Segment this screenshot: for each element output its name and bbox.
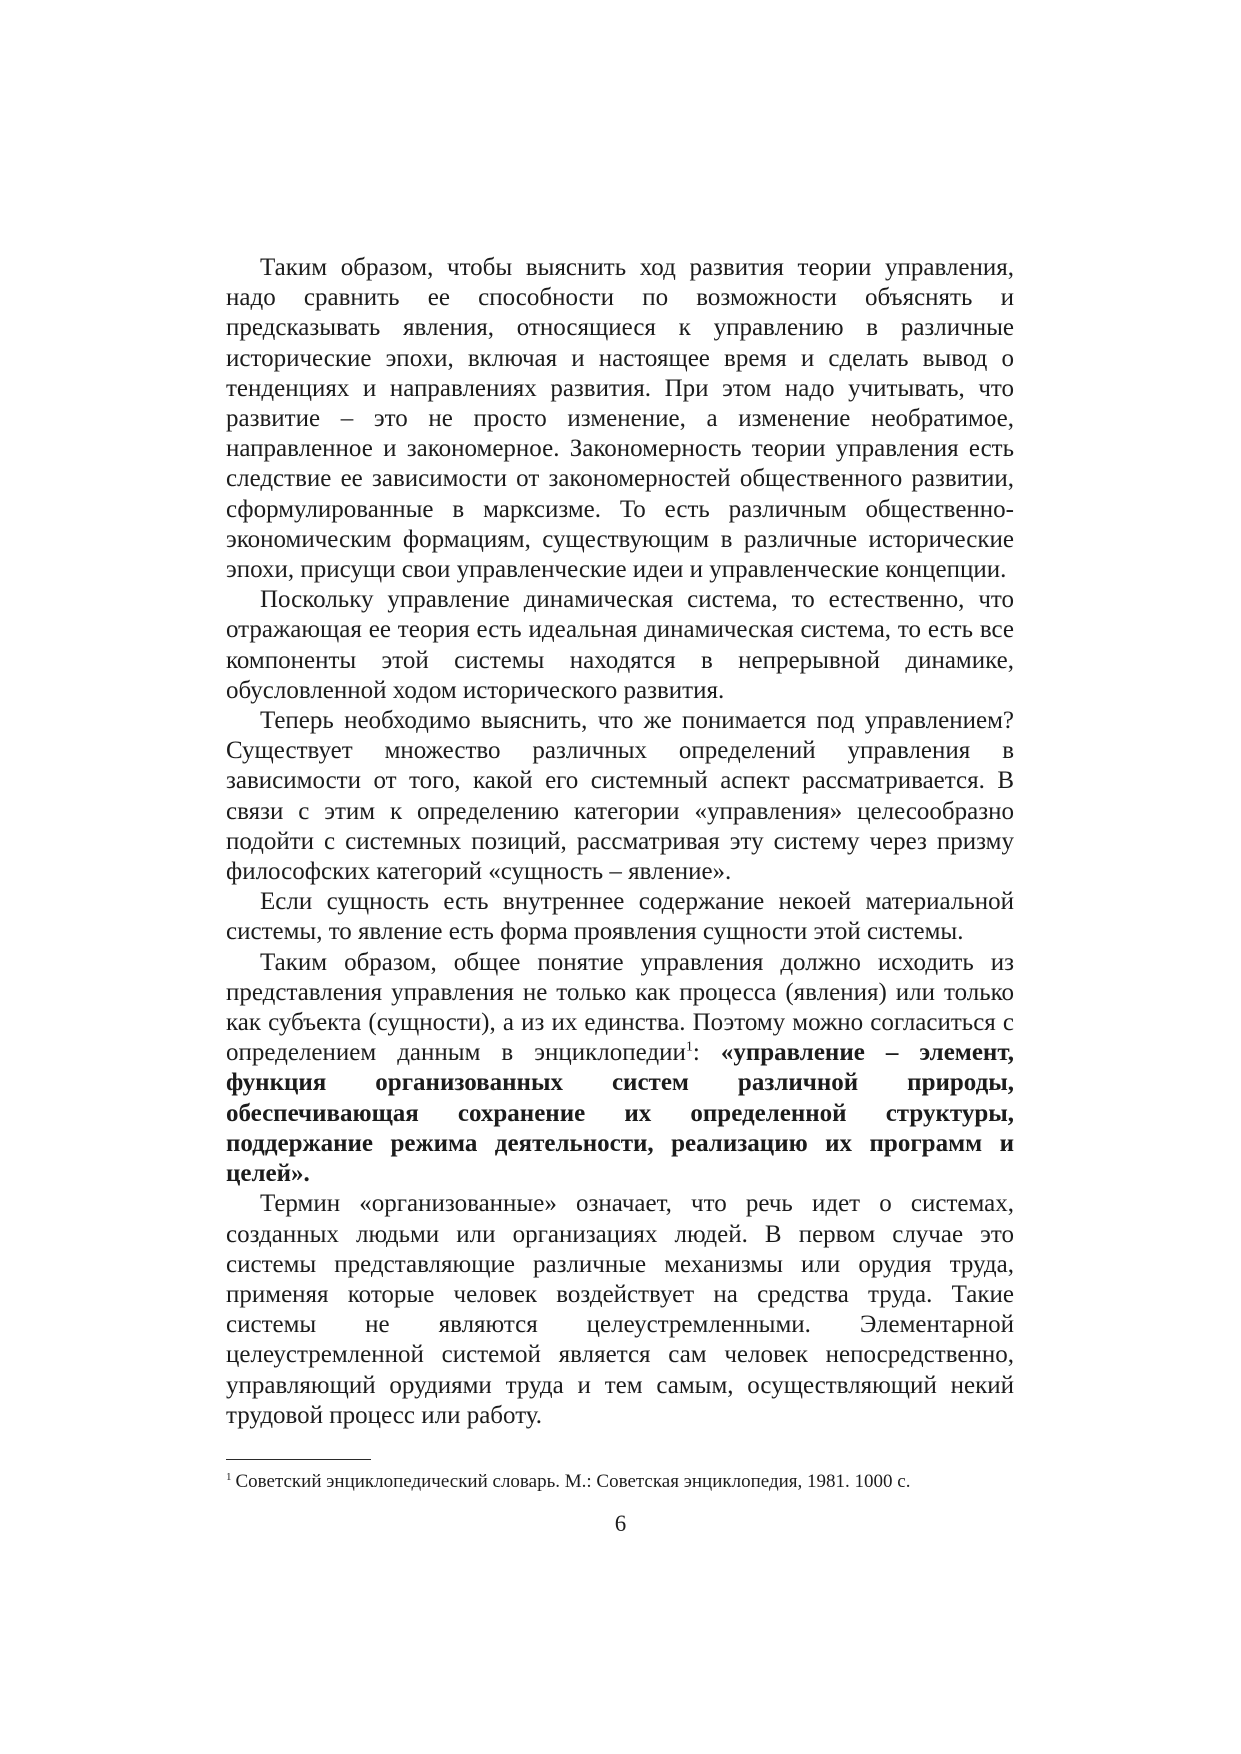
body-text bbox=[226, 253, 1014, 1431]
footnote-number: 1 bbox=[226, 1470, 232, 1483]
paragraph-organized-systems: Термин «организованные» означает, что речь идет о системах, созданных людьми или организациях людей. В первом случае это системы представляющие различные механизмы или орудия труда, применяя которые человек воздействует на средства труда. Такие системы не являются целеустремленными. Элементарной целеустремленной системой является сам человек непосредственно, управляющий орудиями труда и тем самым, осуществляющий некий трудовой процесс или работу. bbox=[226, 1190, 1014, 1429]
definition-end-period: . bbox=[303, 1160, 310, 1188]
footnote-divider bbox=[226, 1459, 371, 1460]
paragraph-definitions-of-management: Теперь необходимо выяснить, что же понимается под управлением? Существует множество различных определений управления в зависимости от того, какой его системный аспект рассматривается. В связи с этим к определению категории «управления» целесообразно подойти с системных позиций, рассматривая эту систему через призму философских категорий «сущность – явление». bbox=[226, 707, 1014, 886]
definition-quote-bold: «управление – элемент, функция организованных систем различной природы, обеспечивающая сохранение их определенной структуры, поддержание режима деятельности, реализацию их программ и целей» bbox=[226, 1039, 1014, 1188]
definition-colon: : bbox=[692, 1039, 721, 1067]
footnote bbox=[226, 1469, 1014, 1495]
paragraph-encyclopedia-definition bbox=[226, 948, 1014, 1190]
definition-intro-text: Таким образом, общее понятие управления должно исходить из представления управления не только как процесса (явления) или только как субъекта (сущности), а из их единства. Поэтому можно согласиться с определением данным в энциклопедии bbox=[226, 948, 1014, 1067]
paragraph-development-of-theory: Таким образом, чтобы выяснить ход развития теории управления, надо сравнить ее способности по возможности объяснять и предсказывать явления, относящиеся к управлению в различные исторические эпохи, включая и настоящее время и сделать вывод о тенденциях и направлениях развития. При этом надо учитывать, что развитие – это не просто изменение, а изменение необратимое, направленное и закономерное. Закономерность теории управления есть следствие ее зависимости от закономерностей общественного развитии, сформулированные в марксизме. То есть различным общественно-экономическим формациям, существующим в различные исторические эпохи, присущи свои управленческие идеи и управленческие концепции. bbox=[226, 254, 1014, 584]
paragraph-essence-phenomenon: Если сущность есть внутреннее содержание некоей материальной системы, то явление есть форма проявления сущности этой системы. bbox=[226, 888, 1014, 946]
paragraph-dynamic-system: Поскольку управление динамическая система, то естественно, что отражающая ее теория есть идеальная динамическая система, то есть все компоненты этой системы находятся в непрерывной динамике, обусловленной ходом исторического развития. bbox=[226, 586, 1014, 704]
page-number: 6 bbox=[614, 1511, 627, 1536]
footnote-text: Советский энциклопедический словарь. М.: Советская энциклопедия, 1981. 1000 с. bbox=[235, 1471, 911, 1492]
footnote-reference: 1 bbox=[685, 1039, 693, 1055]
